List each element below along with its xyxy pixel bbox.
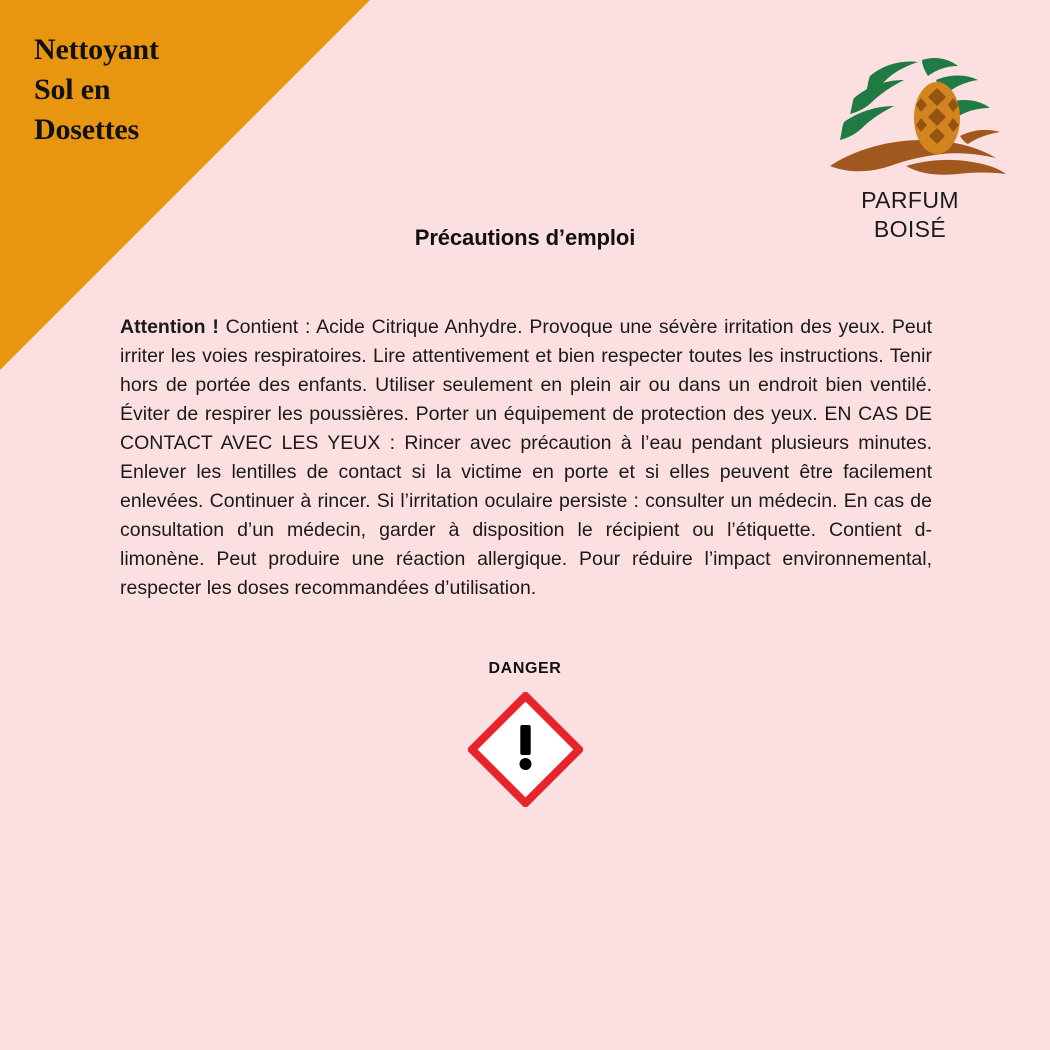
- precautions-lead: Attention !: [120, 315, 219, 338]
- pine-branch-pinecone-icon: [810, 40, 1010, 180]
- product-title: [34, 30, 159, 150]
- signal-word: DANGER: [488, 660, 562, 677]
- product-title-line-3: Dosettes: [34, 112, 140, 146]
- scent-badge: [810, 40, 1010, 245]
- precautions-body-text: Contient : Acide Citrique Anhydre. Provoque une sévère irritation des yeux. Peut irriter les voies respiratoires. Lire attentivement et bien respecter toutes les instructions. Tenir hors de portée des enfants. Utiliser seulement en plein air ou dans un endroit bien ventilé. Éviter de respirer les poussières. Porter un équipement de protection des yeux. EN CAS DE CONTACT AVEC LES YEUX : Rincer avec précaution à l’eau pendant plusieurs minutes. Enlever les lentilles de contact si la victime en porte et si elles peuvent être facilement enlevées. Continuer à rincer. Si l’irritation oculaire persiste : consulter un médecin. En cas de consultation d’un médecin, garder à disposition le récipient ou l’étiquette. Contient d-limonène. Peut produire une réaction allergique. Pour réduire l’impact environnemental, respecter les doses recommandées d’utilisation.: [120, 315, 932, 599]
- hazard-block: [0, 660, 1050, 812]
- scent-label-line-2: BOISÉ: [873, 216, 947, 243]
- scent-label-line-1: PARFUM: [861, 187, 959, 213]
- product-title-line-1: Nettoyant: [34, 33, 159, 66]
- precautions-text: [120, 313, 932, 603]
- precautions-heading: Précautions d’emploi: [414, 225, 636, 250]
- ghs07-exclamation-mark-icon: [468, 692, 583, 812]
- product-title-line-2: Sol en: [34, 72, 111, 106]
